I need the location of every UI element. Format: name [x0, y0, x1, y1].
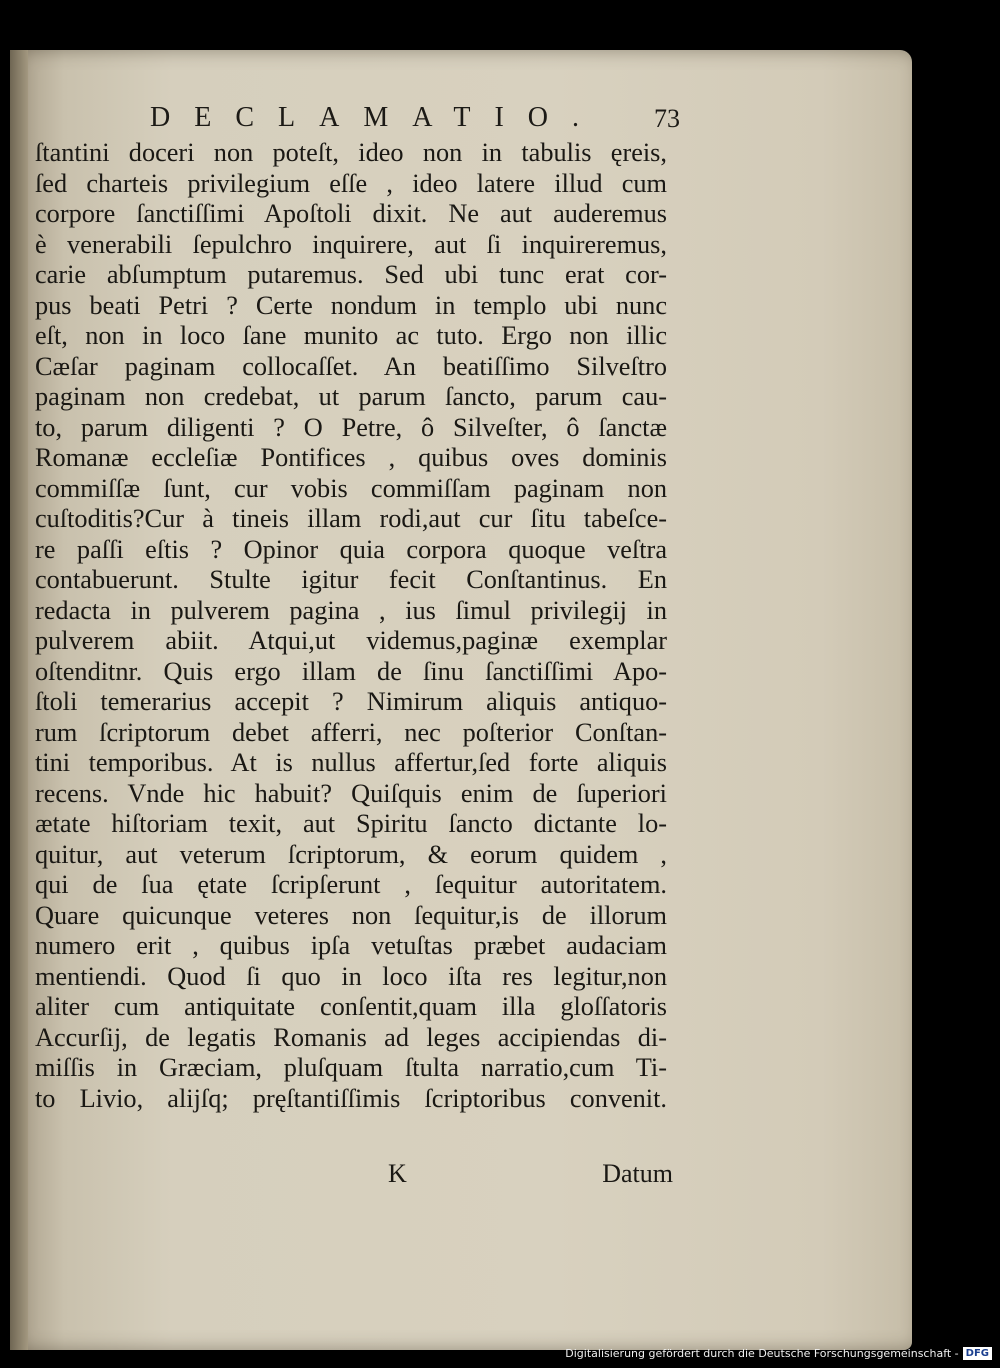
catchline — [388, 1159, 673, 1191]
text-line: eſt, non in loco ſane munito ac tuto. Ergo non illic — [35, 321, 667, 350]
text-line: quitur, aut veterum ſcriptorum, & eorum quidem , — [35, 839, 667, 869]
text-line: contabuerunt. Stulte igitur fecit Conſtantinus. En — [35, 565, 667, 594]
page-number: 73 — [654, 104, 680, 133]
digitization-footer — [565, 1344, 992, 1362]
text-line: pulverem abiit. Atqui,ut videmus,paginæ exemplar — [35, 626, 667, 655]
text-line: cuſtoditis?Cur à tineis illam rodi,aut cur ſitu tabeſce- — [35, 504, 667, 533]
text-line: pus beati Petri ? Certe nondum in templo ubi nunc — [35, 290, 667, 320]
text-line: qui de ſua ętate ſcripſerunt , ſequitur autoritatem. — [35, 870, 667, 899]
text-line: paginam non credebat, ut parum ſancto, parum cau- — [35, 382, 667, 411]
text-line: Quare quicunque veteres non ſequitur,is de illorum — [35, 900, 667, 930]
text-line: to, parum diligenti ? O Petre, ô Silveſter, ô ſanctæ — [35, 412, 667, 442]
text-line: re paſſi eſtis ? Opinor quia corpora quoque veſtra — [35, 534, 667, 564]
running-title: DECLAMATIO. — [150, 102, 603, 133]
text-line: rum ſcriptorum debet afferri, nec poſterior Conſtan- — [35, 717, 667, 747]
text-line: Cæſar paginam collocaſſet. An beatiſſimo Silveſtro — [35, 351, 667, 381]
signature-mark: K — [388, 1159, 407, 1188]
text-line: recens. Vnde hic habuit? Quiſquis enim de ſuperiori — [35, 778, 667, 808]
text-line: redacta in pulverem pagina , ius ſimul privilegij in — [35, 595, 667, 625]
text-line: miſſis in Græciam, pluſquam ſtulta narratio,cum Ti- — [35, 1053, 667, 1082]
text-line: tini temporibus. At is nullus affertur,ſed forte aliquis — [35, 748, 667, 777]
text-line: mentiendi. Quod ſi quo in loco iſta res legitur,non — [35, 961, 667, 991]
text-line: commiſſæ ſunt, cur vobis commiſſam paginam non — [35, 473, 667, 503]
page-header — [150, 102, 680, 142]
text-line: ætate hiſtoriam texit, aut Spiritu ſancto dictante lo- — [35, 809, 667, 838]
text-line: ſtantini doceri non poteſt, ideo non in tabulis ęreis, — [35, 138, 667, 167]
body-text — [35, 138, 667, 1114]
text-line: carie abſumptum putaremus. Sed ubi tunc erat cor- — [35, 260, 667, 289]
catchword: Datum — [602, 1159, 673, 1188]
text-line: oſtenditnr. Quis ergo illam de ſinu ſanctiſſimi Apo- — [35, 656, 667, 686]
text-line: Romanæ eccleſiæ Pontifices , quibus oves dominis — [35, 443, 667, 472]
text-line: Accurſij, de legatis Romanis ad leges accipiendas di- — [35, 1022, 667, 1052]
text-line: ſed charteis privilegium eſſe , ideo latere illud cum — [35, 168, 667, 198]
text-line: corpore ſanctiſſimi Apoſtoli dixit. Ne aut auderemus — [35, 199, 667, 228]
text-line: to Livio, alijſq; pręſtantiſſimis ſcriptoribus convenit. — [35, 1083, 667, 1113]
text-line: numero erit , quibus ipſa vetuſtas præbet audaciam — [35, 931, 667, 960]
text-line: è venerabili ſepulchro inquirere, aut ſi inquireremus, — [35, 229, 667, 259]
text-line: ſtoli temerarius accepit ? Nimirum aliquis antiquo- — [35, 687, 667, 716]
funding-credit: Digitalisierung gefördert durch die Deutsche Forschungsgemeinschaft - — [565, 1346, 959, 1360]
text-line: aliter cum antiquitate conſentit,quam illa gloſſatoris — [35, 992, 667, 1021]
dfg-logo: DFG — [963, 1347, 992, 1360]
page-gutter-shadow — [10, 50, 28, 1350]
book-page — [10, 50, 912, 1350]
